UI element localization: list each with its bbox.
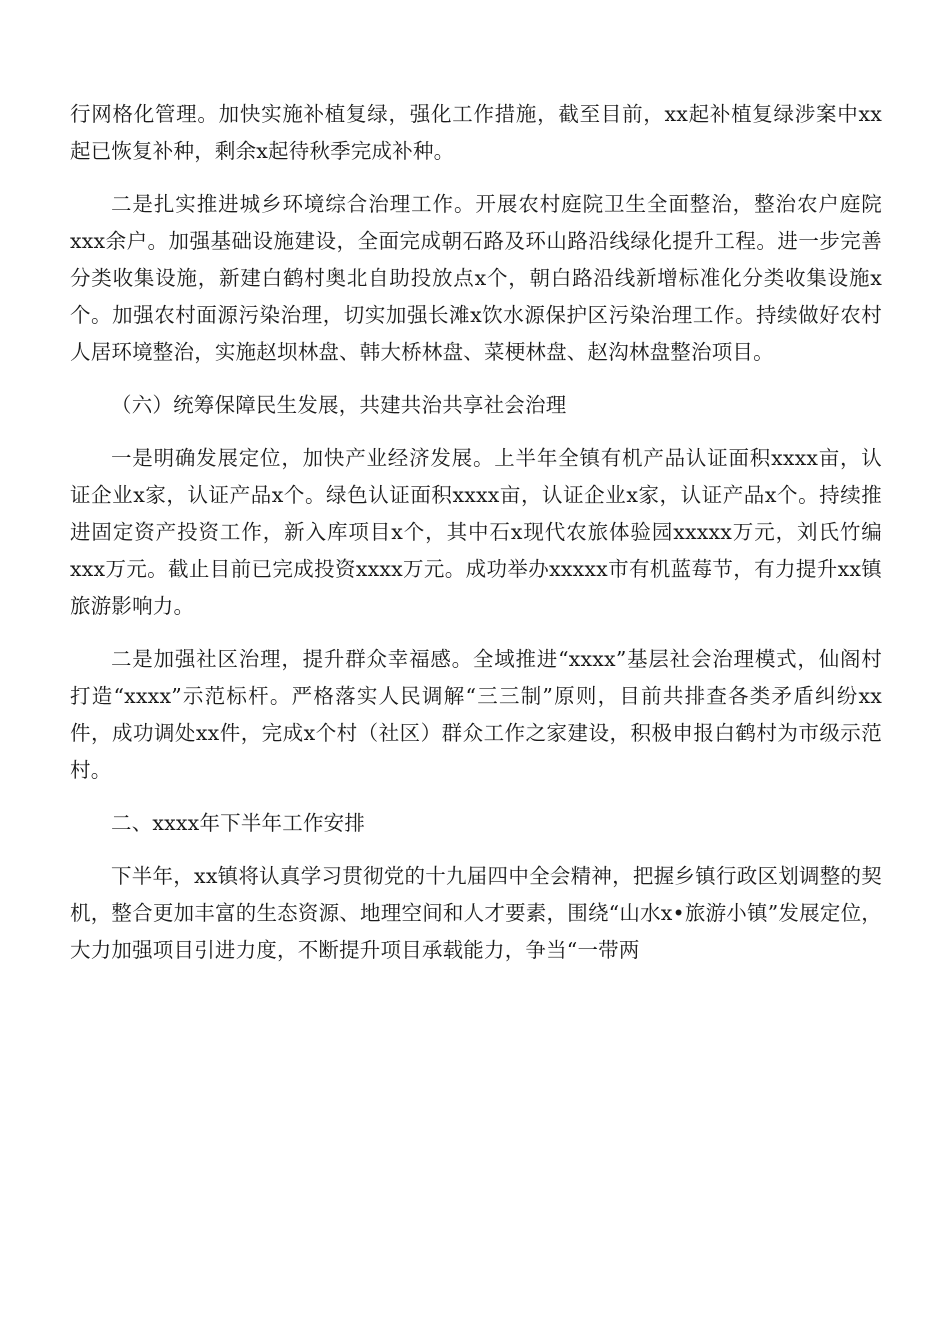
paragraph-1: 行网格化管理。加快实施补植复绿，强化工作措施，截至目前，xx起补植复绿涉案中xx起已恢复补种，剩余x起待秋季完成补种。 bbox=[70, 102, 882, 163]
section-heading-6: （六）统筹保障民生发展，共建共治共享社会治理 bbox=[111, 393, 567, 417]
section-heading-2: 二、xxxx年下半年工作安排 bbox=[111, 811, 366, 835]
paragraph-4: 二是加强社区治理，提升群众幸福感。全域推进“xxxx”基层社会治理模式，仙阁村打造“xxxx”示范标杆。严格落实人民调解“三三制”原则，目前共排查各类矛盾纠纷xx件，成功调处xx件，完成x个村（社区）群众工作之家建设，积极申报白鹤村为市级示范村。 bbox=[70, 647, 882, 782]
document-body bbox=[70, 96, 882, 985]
paragraph-2: 二是扎实推进城乡环境综合治理工作。开展农村庭院卫生全面整治，整治农户庭院xxx余户。加强基础设施建设，全面完成朝石路及环山路沿线绿化提升工程。进一步完善分类收集设施，新建白鹤村奥北自助投放点x个，朝白路沿线新增标准化分类收集设施x个。加强农村面源污染治理，切实加强长滩x饮水源保护区污染治理工作。持续做好农村人居环境整治，实施赵坝林盘、韩大桥林盘、菜梗林盘、赵沟林盘整治项目。 bbox=[70, 192, 882, 364]
paragraph-3: 一是明确发展定位，加快产业经济发展。上半年全镇有机产品认证面积xxxx亩，认证企业x家，认证产品x个。绿色认证面积xxxx亩，认证企业x家，认证产品x个。持续推进固定资产投资工作，新入库项目x个，其中石x现代农旅体验园xxxxx万元，刘氏竹编xxx万元。截止目前已完成投资xxxx万元。成功举办xxxxx市有机蓝莓节，有力提升xx镇旅游影响力。 bbox=[70, 446, 882, 618]
paragraph-5: 下半年，xx镇将认真学习贯彻党的十九届四中全会精神，把握乡镇行政区划调整的契机，整合更加丰富的生态资源、地理空间和人才要素，围绕“山水x•旅游小镇”发展定位，大力加强项目引进力度，不断提升项目承载能力，争当“一带两 bbox=[70, 864, 882, 962]
